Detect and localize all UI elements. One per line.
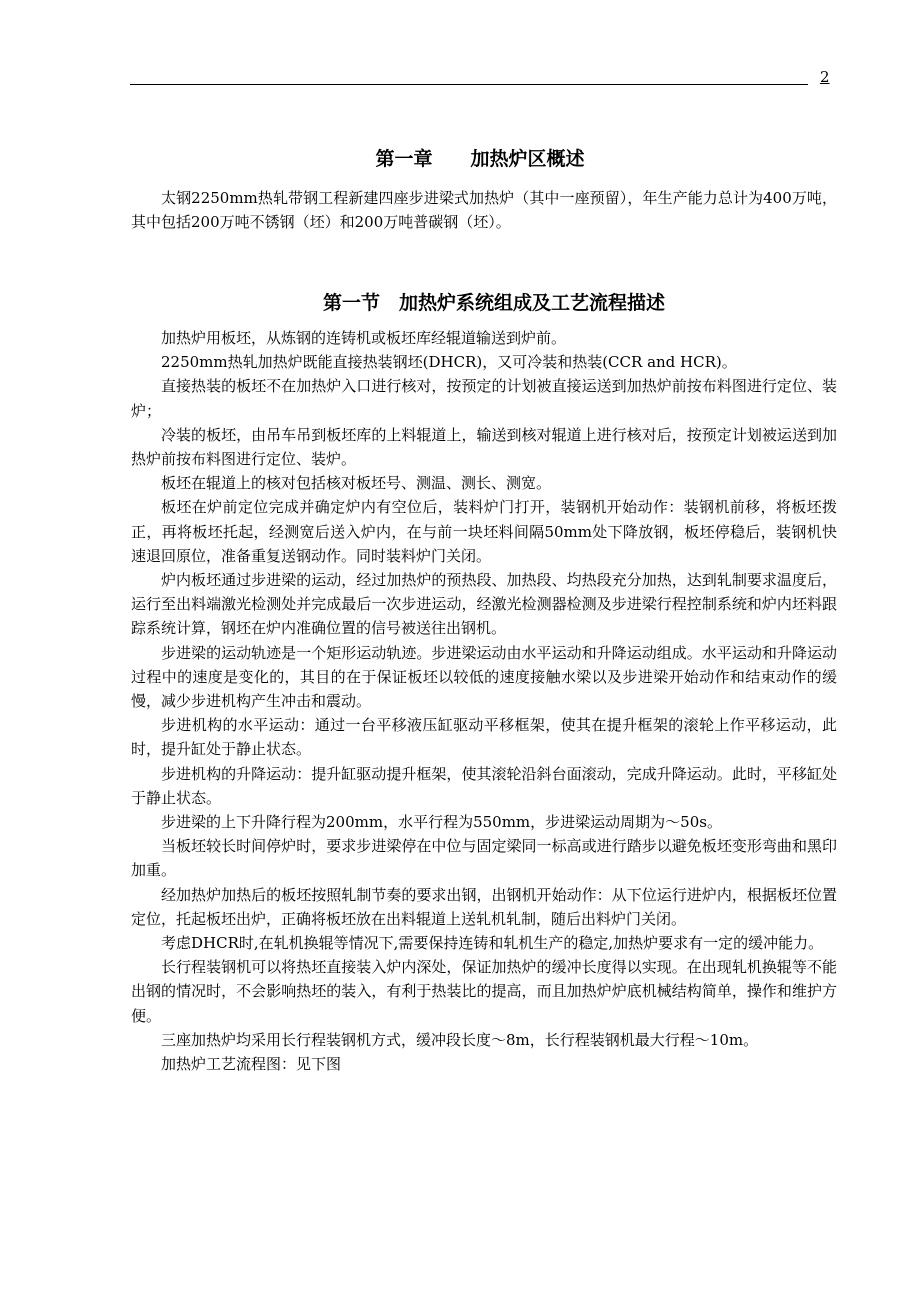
paragraph: 当板坯较长时间停炉时，要求步进梁停在中位与固定梁同一标高或进行踏步以避免板坯变形弯曲和黑印加重。: [131, 837, 837, 880]
chapter-intro: [131, 186, 837, 234]
paragraph: 直接热装的板坯不在加热炉入口进行核对，按预定的计划被直接运送到加热炉前按布料图进行定位、装炉；: [131, 377, 837, 420]
chapter-title: 第一章 加热炉区概述: [375, 148, 585, 170]
paragraph: 板坯在炉前定位完成并确定炉内有空位后，装料炉门打开，装钢机开始动作：装钢机前移，将板坯拨正，再将板坯托起，经测宽后送入炉内，在与前一块坯料间隔50mm处下降放钢，板坯停稳后，装钢机快速退回原位，准备重复送钢动作。同时装料炉门关闭。: [131, 498, 837, 565]
paragraph: 步进机构的水平运动：通过一台平移液压缸驱动平移框架，使其在提升框架的滚轮上作平移运动，此时，提升缸处于静止状态。: [131, 716, 837, 759]
paragraph: 2250mm热轧加热炉既能直接热装钢坯(DHCR)，又可冷装和热装(CCR and HCR)。: [161, 353, 737, 372]
paragraph: 炉内板坯通过步进梁的运动，经过加热炉的预热段、加热段、均热段充分加热，达到轧制要求温度后，运行至出料端激光检测处并完成最后一次步进运动，经激光检测器检测及步进梁行程控制系统和炉内坯料跟踪系统计算，钢坯在炉内准确位置的信号被送往出钢机。: [131, 571, 837, 638]
paragraph: 经加热炉加热后的板坯按照轧制节奏的要求出钢，出钢机开始动作：从下位运行进炉内，根据板坯位置定位，托起板坯出炉，正确将板坯放在出料辊道上送轧机轧制，随后出料炉门关闭。: [131, 885, 837, 928]
paragraph: 加热炉工艺流程图：见下图: [161, 1055, 342, 1074]
paragraph: 步进梁的运动轨迹是一个矩形运动轨迹。步进梁运动由水平运动和升降运动组成。水平运动和升降运动过程中的速度是变化的，其目的在于保证板坯以较低的速度接触水梁以及步进梁开始动作和结束动作的缓慢，减少步进机构产生冲击和震动。: [131, 643, 837, 711]
paragraph: 三座加热炉均采用长行程装钢机方式，缓冲段长度～8m，长行程装钢机最大行程～10m。: [161, 1030, 759, 1049]
section-title: 第一节 加热炉系统组成及工艺流程描述: [322, 292, 665, 314]
paragraph: 步进机构的升降运动：提升缸驱动提升框架，使其滚轮沿斜台面滚动，完成升降运动。此时，平移缸处于静止状态。: [131, 764, 837, 807]
paragraph: 加热炉用板坯，从炼钢的连铸机或板坯库经辊道输送到炉前。: [161, 329, 567, 347]
paragraph: 板坯在辊道上的核对包括核对板坯号、测温、测长、测宽。: [161, 474, 552, 493]
paragraph: 考虑DHCR时,在轧机换辊等情况下,需要保持连铸和轧机生产的稳定,加热炉要求有一定的缓冲能力。: [161, 934, 824, 953]
paragraph: 冷装的板坯，由吊车吊到板坯库的上料辊道上，输送到核对辊道上进行核对后，按预定计划被运送到加热炉前按布料图进行定位、装炉。: [131, 425, 837, 469]
section-body: [131, 326, 837, 1076]
header-rule: [130, 84, 808, 85]
paragraph: 步进梁的上下升降行程为200mm，水平行程为550mm，步进梁运动周期为～50s。: [161, 813, 722, 832]
intro-paragraph: 太钢2250mm热轧带钢工程新建四座步进梁式加热炉（其中一座预留），年生产能力总计为400万吨，其中包括200万吨不锈钢（坯）和200万吨普碳钢（坯）。: [131, 189, 837, 232]
page-number: 2: [820, 68, 830, 86]
paragraph: 长行程装钢机可以将热坯直接装入炉内深处，保证加热炉的缓冲长度得以实现。在出现轧机换辊等不能出钢的情况时，不会影响热坯的装入，有利于热装比的提高，而且加热炉炉底机械结构简单，操作和维护方便。: [131, 958, 837, 1025]
